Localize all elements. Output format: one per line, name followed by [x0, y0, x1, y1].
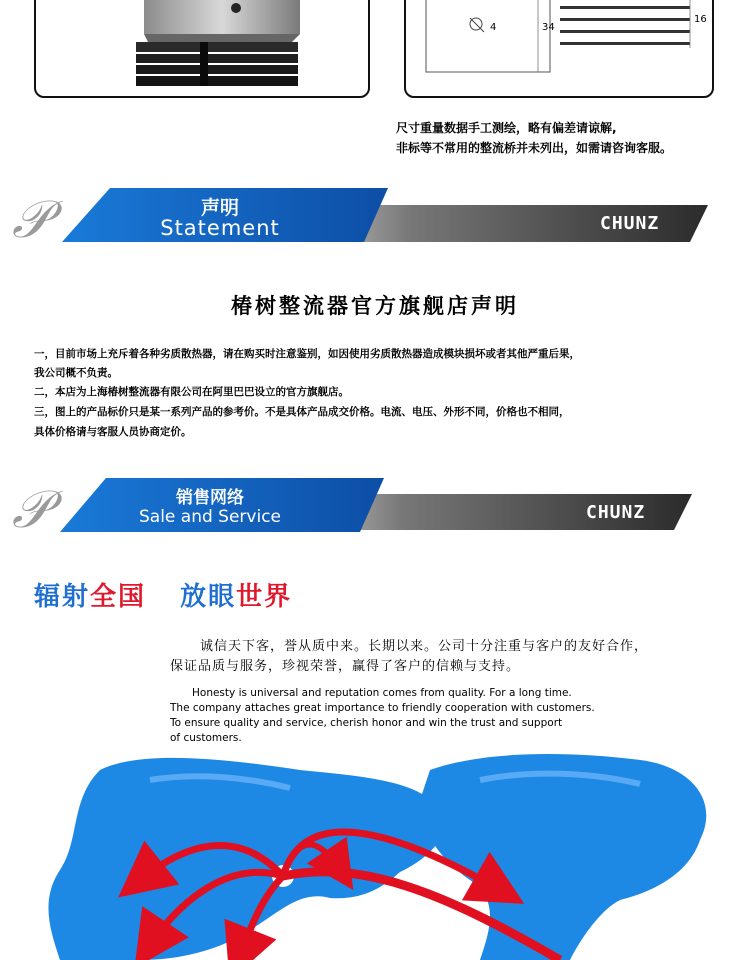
product-photo-panel	[34, 0, 370, 98]
width-dimension-label: 34	[542, 22, 555, 33]
intro-en-line: The company attaches great importance to friendly cooperation with customers.	[170, 702, 595, 714]
statement-line: 我公司概不负责。	[34, 367, 118, 379]
intro-en-line: To ensure quality and service, cherish honor and win the trust and support	[170, 717, 563, 729]
heatsink-image	[36, 0, 368, 96]
dimension-drawing	[406, 0, 712, 96]
statement-line: 二，本店为上海椿树整流器有限公司在阿里巴巴设立的官方旗舰店。	[34, 386, 349, 398]
statement-line: 三，图上的产品标价只是某一系列产品的参考价。不是具体产品成交价格。电流、电压、外形不同，价格也不相同，	[34, 406, 570, 418]
statement-heading: 椿树整流器官方旗舰店声明	[231, 294, 519, 318]
slogan-part: 世界	[236, 582, 293, 612]
brand-logo: CHUNZ	[586, 502, 646, 523]
banner-title-en: Statement	[160, 216, 280, 240]
world-map	[0, 740, 750, 960]
sales-banner	[0, 472, 750, 552]
intro-zh-line: 保证品质与服务，珍视荣誉，赢得了客户的信赖与支持。	[170, 659, 521, 674]
slogan-part: 辐射	[34, 582, 91, 612]
p-logo-icon: 𝒫	[12, 480, 50, 540]
measurement-note-line: 尺寸重量数据手工测绘，略有偏差请谅解,	[396, 121, 617, 135]
brand-logo: CHUNZ	[600, 213, 660, 234]
intro-en-line: of customers.	[170, 732, 242, 744]
intro-zh-line: 诚信天下客，誉从质中来。长期以来。公司十分注重与客户的友好合作，	[200, 639, 649, 654]
map-landmass-americas	[420, 754, 706, 960]
statement-banner	[0, 180, 750, 260]
intro-en-line: Honesty is universal and reputation comes from quality. For a long time.	[192, 687, 572, 699]
banner-title-zh: 声明	[200, 197, 239, 219]
measurement-note	[396, 118, 672, 158]
slogan	[34, 576, 292, 613]
slogan-part: 放眼	[180, 582, 237, 612]
measurement-note-line: 非标等不常用的整流桥并未列出，如需请咨询客服。	[396, 141, 673, 155]
statement-line: 具体价格请与客服人员协商定价。	[34, 426, 192, 438]
banner-title-en: Sale and Service	[138, 507, 281, 527]
hole-diameter-label: 4	[490, 22, 497, 33]
banner-title-zh: 销售网络	[176, 488, 244, 508]
p-logo-icon: 𝒫	[12, 190, 50, 250]
slogan-part: 全国	[90, 582, 147, 612]
dimension-drawing-panel	[404, 0, 714, 98]
statement-line: 一，目前市场上充斥着各种劣质散热器，请在购买时注意鉴别，如因使用劣质散热器造成模块损坏或者其他严重后果，	[34, 348, 580, 360]
height-dimension-label: 16	[694, 14, 707, 25]
